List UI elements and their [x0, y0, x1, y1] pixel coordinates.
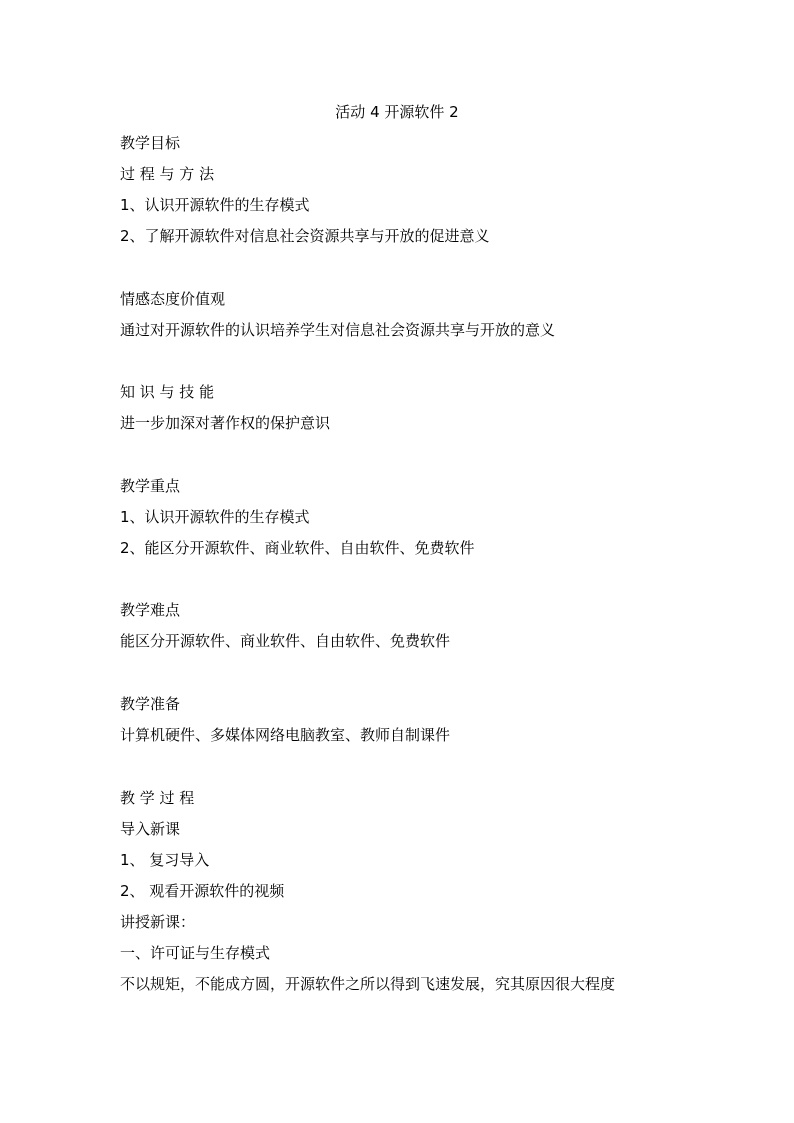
- section1-text: 不以规矩，不能成方圆，开源软件之所以得到飞速发展，究其原因很大程度: [120, 975, 616, 993]
- key-points-item: 2、能区分开源软件、商业软件、自由软件、免费软件: [120, 539, 475, 557]
- process-method-item: 1、认识开源软件的生存模式: [120, 196, 310, 214]
- lecture-heading: 讲授新课：: [120, 913, 196, 931]
- process-method-heading: 过 程 与 方 法: [120, 165, 215, 183]
- document-title: 活动 4 开源软件 2: [335, 103, 459, 121]
- preparation-heading: 教学准备: [120, 695, 181, 713]
- objectives-heading: 教学目标: [120, 134, 181, 152]
- process-heading: 教 学 过 程: [120, 789, 195, 807]
- difficulties-text: 能区分开源软件、商业软件、自由软件、免费软件: [120, 632, 451, 650]
- key-points-item: 1、认识开源软件的生存模式: [120, 508, 310, 526]
- emotion-text: 通过对开源软件的认识培养学生对信息社会资源共享与开放的意义: [120, 321, 556, 339]
- emotion-heading: 情感态度价值观: [120, 290, 226, 308]
- intro-item: 2、 观看开源软件的视频: [120, 882, 285, 900]
- intro-heading: 导入新课: [120, 820, 181, 838]
- knowledge-heading: 知 识 与 技 能: [120, 383, 215, 401]
- section1-heading: 一、许可证与生存模式: [120, 944, 271, 962]
- preparation-text: 计算机硬件、多媒体网络电脑教室、教师自制课件: [120, 726, 451, 744]
- process-method-item: 2、了解开源软件对信息社会资源共享与开放的促进意义: [120, 227, 490, 245]
- knowledge-text: 进一步加深对著作权的保护意识: [120, 414, 331, 432]
- key-points-heading: 教学重点: [120, 477, 181, 495]
- difficulties-heading: 教学难点: [120, 601, 181, 619]
- intro-item: 1、 复习导入: [120, 851, 210, 869]
